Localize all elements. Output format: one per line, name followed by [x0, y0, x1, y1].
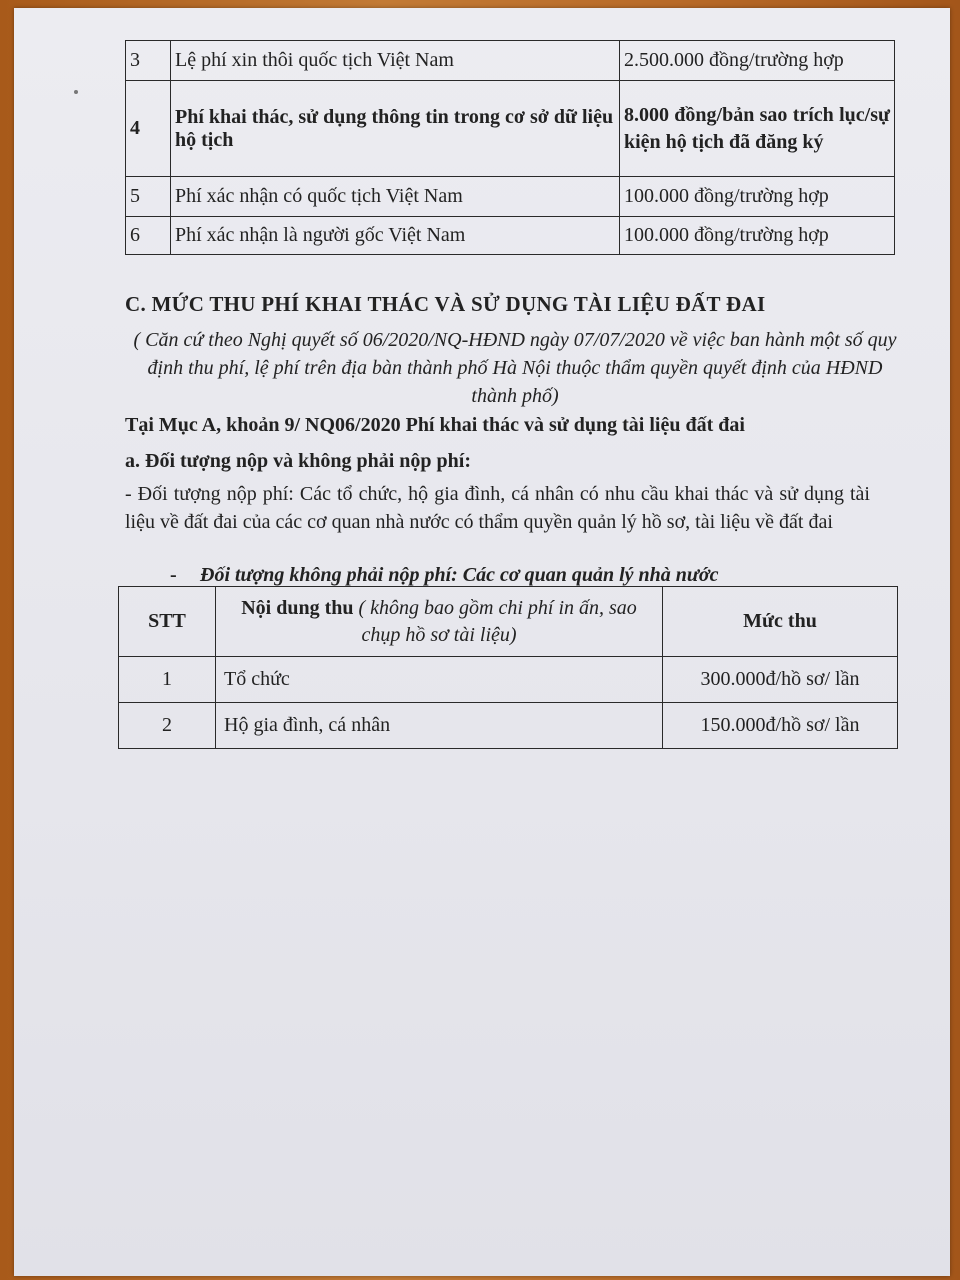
fee-cell: 100.000 đồng/trường hợp	[620, 177, 895, 217]
table-row	[126, 81, 895, 177]
header-content	[216, 587, 663, 657]
content-cell: Lệ phí xin thôi quốc tịch Việt Nam	[171, 41, 620, 81]
stt-cell: 5	[126, 177, 171, 217]
content-cell: Hộ gia đình, cá nhân	[216, 703, 663, 749]
fee-table-land	[118, 586, 898, 749]
header-fee: Mức thu	[663, 587, 898, 657]
paper-mark	[74, 90, 78, 94]
header-stt: STT	[119, 587, 216, 657]
table-row	[126, 177, 895, 217]
legal-basis: ( Căn cứ theo Nghị quyết số 06/2020/NQ-HĐND ngày 07/07/2020 về việc ban hành một số quy định thu phí, lệ phí trên địa bàn thành phố Hà Nội thuộc thẩm quyền quyết định của HĐND thành phố)	[133, 329, 897, 407]
fee-cell: 150.000đ/hồ sơ/ lần	[663, 703, 898, 749]
content-cell: Tổ chức	[216, 657, 663, 703]
stt-cell: 6	[126, 217, 171, 255]
subsection-a: a. Đối tượng nộp và không phải nộp phí:	[125, 450, 471, 472]
fee-table-upper	[125, 40, 895, 255]
section-heading: C. MỨC THU PHÍ KHAI THÁC VÀ SỬ DỤNG TÀI LIỆU ĐẤT ĐAI	[125, 292, 766, 316]
table-row	[126, 41, 895, 81]
table-row	[119, 703, 898, 749]
exempt-line	[170, 564, 719, 587]
fee-cell: 300.000đ/hồ sơ/ lần	[663, 657, 898, 703]
fee-cell: 8.000 đồng/bản sao trích lục/sự kiện hộ tịch đã đăng ký	[620, 81, 895, 177]
exempt-text: Đối tượng không phải nộp phí: Các cơ quan quản lý nhà nước	[200, 564, 719, 586]
bullet-dash: -	[170, 564, 177, 586]
stt-cell: 1	[119, 657, 216, 703]
table-row	[119, 657, 898, 703]
table-header-row	[119, 587, 898, 657]
header-content-note: ( không bao gồm chi phí in ấn, sao chụp hồ sơ tài liệu)	[353, 596, 637, 646]
stt-cell: 3	[126, 41, 171, 81]
stt-cell: 2	[119, 703, 216, 749]
content-cell: Phí xác nhận là người gốc Việt Nam	[171, 217, 620, 255]
fee-cell: 2.500.000 đồng/trường hợp	[620, 41, 895, 81]
content-cell: Phí khai thác, sử dụng thông tin trong cơ sở dữ liệu hộ tịch	[171, 81, 620, 177]
header-content-label: Nội dung thu	[241, 596, 354, 619]
table-row	[126, 217, 895, 255]
content-cell: Phí xác nhận có quốc tịch Việt Nam	[171, 177, 620, 217]
payers-paragraph: - Đối tượng nộp phí: Các tổ chức, hộ gia đình, cá nhân có nhu cầu khai thác và sử dụng tài liệu về đất đai của các cơ quan nhà nước có thẩm quyền quản lý hồ sơ, tài liệu về đất đai	[125, 483, 870, 533]
stt-cell: 4	[126, 81, 171, 177]
reference-line: Tại Mục A, khoản 9/ NQ06/2020 Phí khai thác và sử dụng tài liệu đất đai	[125, 414, 745, 436]
fee-cell: 100.000 đồng/trường hợp	[620, 217, 895, 255]
